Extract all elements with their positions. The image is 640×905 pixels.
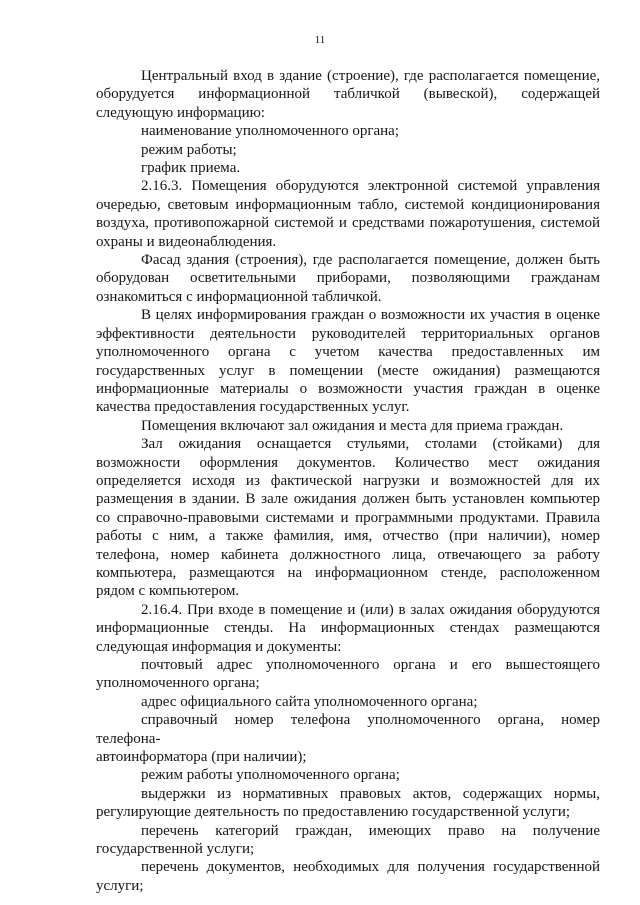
- text-line: качества предоставления государственных услуг.: [96, 399, 410, 416]
- text-line: очередью, световым информационным табло, системой кондиционирования: [96, 196, 600, 213]
- text-line: 2.16.4. При входе в помещение и (или) в залах ожидания оборудуются: [141, 601, 600, 618]
- text-line: следующая информация и документы:: [96, 638, 342, 655]
- list-item: график приема.: [141, 160, 241, 177]
- text-line: возможности оформления документов. Количество мест ожидания: [96, 454, 600, 471]
- list-item: перечень документов, необходимых для получения государственной: [141, 859, 600, 876]
- text-line: определяется исходя из фактической нагрузки и возможностей для их: [96, 472, 600, 489]
- text-line: телефона, номер кабинета должностного лица, отвечающего за работу: [96, 546, 600, 563]
- list-item: государственной услуги;: [96, 841, 255, 858]
- list-item: адрес официального сайта уполномоченного органа;: [141, 693, 478, 710]
- text-line: размещения в здании. В зале ожидания должен быть установлен компьютер: [96, 491, 600, 508]
- text-line: Центральный вход в здание (строение), где располагается помещение,: [141, 68, 600, 84]
- list-item: справочный номер телефона уполномоченного органа, номер телефона-: [96, 712, 600, 747]
- text-line: рядом с компьютером.: [96, 583, 240, 600]
- text-line: В целях информирования граждан о возможности их участия в оценке: [141, 307, 600, 324]
- text-line: Помещения включают зал ожидания и места для приема граждан.: [141, 417, 564, 434]
- list-item: режим работы уполномоченного органа;: [141, 767, 400, 784]
- text-line: оборудован осветительными приборами, позволяющими гражданам: [96, 270, 600, 287]
- text-line: следующую информацию:: [96, 104, 265, 121]
- list-item: выдержки из нормативных правовых актов, содержащих нормы,: [141, 785, 600, 802]
- text-line: работы с ним, а также фамилия, имя, отчество (при наличии), номер: [96, 528, 600, 545]
- page-number: 11: [314, 34, 326, 46]
- text-line: 2.16.3. Помещения оборудуются электронной системой управления: [141, 178, 600, 195]
- page-body: [96, 67, 600, 895]
- text-line: оборудуется информационной табличкой (вывеской), содержащей: [96, 86, 600, 103]
- list-item: перечень категорий граждан, имеющих право на получение: [141, 822, 600, 839]
- text-line: воздуха, противопожарной системой и средствами пожаротушения, системой: [96, 215, 600, 232]
- text-line: информационные материалы о возможности участия граждан в оценке: [96, 380, 600, 397]
- list-item: режим работы;: [141, 141, 237, 158]
- text-line: информационные стенды. На информационных стендах размещаются: [96, 620, 600, 637]
- text-line: Зал ожидания оснащается стульями, столами (стойками) для: [141, 436, 600, 453]
- list-item: услуги;: [96, 877, 144, 894]
- text-line: Фасад здания (строения), где располагается помещение, должен быть: [141, 252, 600, 269]
- list-item: почтовый адрес уполномоченного органа и его вышестоящего: [141, 657, 600, 673]
- text-line: компьютера, размещаются на информационном стенде, расположенном: [96, 564, 600, 581]
- text-line: эффективности деятельности руководителей территориальных органов: [96, 325, 600, 342]
- list-item: регулирующие деятельность по предоставлению государственной услуги;: [96, 804, 571, 821]
- list-item: уполномоченного органа;: [96, 675, 260, 692]
- text-line: со справочно-правовыми системами и программными продуктами. Правила: [96, 509, 600, 526]
- text-line: государственных услуг в помещении (месте ожидания) размещаются: [96, 362, 600, 379]
- list-item: автоинформатора (при наличии);: [96, 749, 307, 766]
- text-line: уполномоченного органа с учетом качества предоставленных им: [96, 344, 600, 361]
- text-line: охраны и видеонаблюдения.: [96, 233, 277, 250]
- list-item: наименование уполномоченного органа;: [141, 123, 400, 140]
- text-line: ознакомиться с информационной табличкой.: [96, 288, 382, 305]
